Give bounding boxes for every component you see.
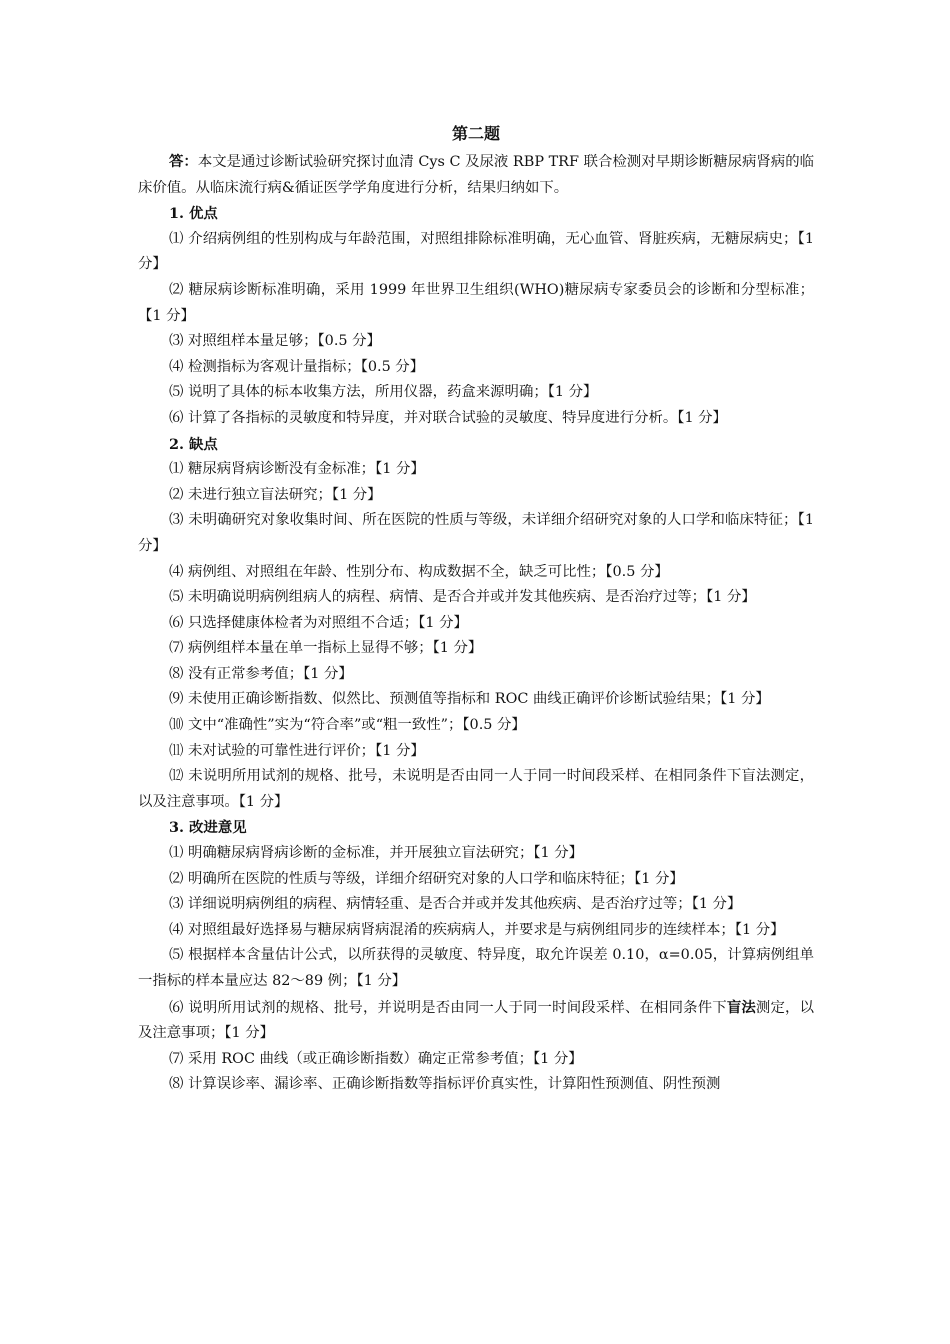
disadvantage-item: ⑼ 未使用正确诊断指数、似然比、预测值等指标和 ROC 曲线正确评价诊断试验结果；【1 分】 (169, 691, 770, 708)
improvement-item: ⑺ 采用 ROC 曲线（或正确诊断指数）确定正常参考值；【1 分】 (169, 1050, 583, 1067)
improvement-item-text: ⑹ 说明所用试剂的规格、批号，并说明是否由同一人于同一时间段采样、在相同条件下 (169, 999, 727, 1016)
improvement-item: ⑵ 明确所在医院的性质与等级，详细介绍研究对象的人口学和临床特征；【1 分】 (169, 870, 684, 887)
improvement-item: ⑴ 明确糖尿病肾病诊断的金标准，并开展独立盲法研究；【1 分】 (169, 845, 584, 862)
disadvantage-item: ⑸ 未明确说明病例组病人的病程、病情、是否合并或并发其他疾病、是否治疗过等；【1 分】 (169, 589, 756, 606)
disadvantage-item: ⑹ 只选择健康体检者为对照组不合适；【1 分】 (169, 614, 468, 631)
improvement-item-text: 测定，以及注意事项；【1 分】 (138, 999, 814, 1042)
page-title: 第二题 (451, 124, 500, 143)
disadvantage-item: ⑴ 糖尿病肾病诊断没有金标准；【1 分】 (169, 461, 425, 478)
intro-paragraph (138, 149, 814, 201)
section-heading-disadvantages: 2. 缺点 (169, 435, 218, 453)
disadvantage-item: ⑷ 病例组、对照组在年龄、性别分布、构成数据不全，缺乏可比性；【0.5 分】 (169, 563, 669, 580)
advantage-item: ⑶ 对照组样本量足够；【0.5 分】 (169, 333, 381, 350)
disadvantage-item: ⑺ 病例组样本量在单一指标上显得不够；【1 分】 (169, 640, 483, 657)
advantage-item: ⑸ 说明了具体的标本收集方法，所用仪器，药盒来源明确；【1 分】 (169, 384, 598, 401)
section-heading-improvements: 3. 改进意见 (169, 819, 247, 837)
improvement-item: ⑸ 根据样本含量估计公式，以所获得的灵敏度、特异度，取允许误差 0.10，α=0.05，计算病例组单一指标的样本量应达 82～89 例；【1 分】 (138, 947, 814, 989)
advantage-item: ⑵ 糖尿病诊断标准明确，采用 1999 年世界卫生组织(WHO)糖尿病专家委员会的诊断和分型标准；【1 分】 (138, 281, 814, 324)
document-body (138, 121, 814, 1098)
intro-label: 答： (169, 153, 198, 170)
improvement-item-bold-text: 盲法 (726, 998, 756, 1016)
disadvantage-item: ⑻ 没有正常参考值；【1 分】 (169, 665, 353, 682)
advantage-item: ⑴ 介绍病例组的性别构成与年龄范围，对照组排除标准明确，无心血管、肾脏疾病，无糖尿病史；【1 分】 (138, 230, 814, 273)
advantage-item: ⑷ 检测指标为客观计量指标；【0.5 分】 (169, 358, 425, 375)
advantage-item: ⑹ 计算了各指标的灵敏度和特异度，并对联合试验的灵敏度、特异度进行分析。【1 分】 (169, 409, 727, 426)
improvement-item: ⑶ 详细说明病例组的病程、病情轻重、是否合并或并发其他疾病、是否治疗过等；【1 分】 (169, 896, 742, 913)
disadvantage-item: ⑾ 未对试验的可靠性进行评价；【1 分】 (169, 742, 425, 759)
disadvantage-item: ⑵ 未进行独立盲法研究；【1 分】 (169, 486, 382, 503)
improvement-item: ⑷ 对照组最好选择易与糖尿病肾病混淆的疾病病人，并要求是与病例组同步的连续样本；【1 分】 (169, 921, 785, 938)
disadvantage-item: ⑿ 未说明所用试剂的规格、批号，未说明是否由同一人于同一时间段采样、在相同条件下盲法测定，以及注意事项。【1 分】 (138, 768, 814, 810)
disadvantage-item: ⑽ 文中“准确性”实为“符合率”或“粗一致性”；【0.5 分】 (169, 717, 526, 734)
disadvantage-item: ⑶ 未明确研究对象收集时间、所在医院的性质与等级，未详细介绍研究对象的人口学和临床特征；【1 分】 (138, 512, 814, 554)
improvement-item (138, 995, 814, 1047)
section-heading-advantages: 1. 优点 (169, 205, 218, 223)
intro-text: 本文是通过诊断试验研究探讨血清 Cys C 及尿液 RBP TRF 联合检测对早期诊断糖尿病肾病的临床价值。从临床流行病&循证医学学角度进行分析，结果归纳如下。 (138, 154, 814, 196)
improvement-item: ⑻ 计算误诊率、漏诊率、正确诊断指数等指标评价真实性，计算阳性预测值、阴性预测 (169, 1076, 721, 1093)
